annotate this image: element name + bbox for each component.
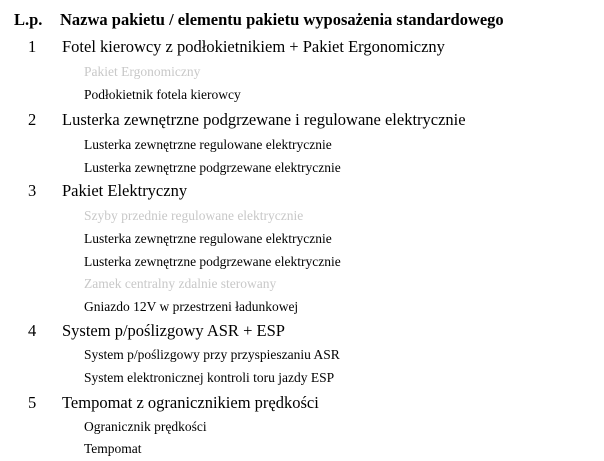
package-item: Lusterka zewnętrzne regulowane elektrycznie bbox=[84, 231, 332, 246]
header-lp: L.p. bbox=[14, 10, 43, 29]
package-item: Gniazdo 12V w przestrzeni ładunkowej bbox=[84, 299, 299, 314]
header-title: Nazwa pakietu / elementu pakietu wyposażenia standardowego bbox=[60, 10, 504, 29]
package-item: Podłokietnik fotela kierowcy bbox=[84, 87, 241, 102]
package-item: Pakiet Ergonomiczny bbox=[84, 64, 201, 79]
package-number: 5 bbox=[28, 393, 37, 412]
package-name: Fotel kierowcy z podłokietnikiem + Pakiet Ergonomiczny bbox=[62, 37, 445, 56]
package-item: Ogranicznik prędkości bbox=[84, 419, 207, 434]
package-number: 2 bbox=[28, 110, 37, 129]
package-item: Lusterka zewnętrzne podgrzewane elektrycznie bbox=[84, 254, 341, 269]
package-number: 4 bbox=[28, 321, 37, 340]
package-name: Pakiet Elektryczny bbox=[62, 181, 188, 200]
package-name: System p/poślizgowy ASR + ESP bbox=[62, 321, 285, 340]
package-item: Lusterka zewnętrzne podgrzewane elektrycznie bbox=[84, 160, 341, 175]
package-item: Szyby przednie regulowane elektrycznie bbox=[84, 208, 304, 223]
package-item: System elektronicznej kontroli toru jazdy ESP bbox=[84, 370, 335, 385]
package-number: 1 bbox=[28, 37, 37, 56]
package-item: System p/poślizgowy przy przyspieszaniu ASR bbox=[84, 347, 340, 362]
package-name: Lusterka zewnętrzne podgrzewane i regulowane elektrycznie bbox=[62, 110, 466, 129]
table-header bbox=[14, 10, 504, 30]
package-name: Tempomat z ogranicznikiem prędkości bbox=[62, 393, 319, 412]
package-item: Zamek centralny zdalnie sterowany bbox=[84, 276, 277, 291]
package-number: 3 bbox=[28, 181, 37, 200]
package-item: Lusterka zewnętrzne regulowane elektrycznie bbox=[84, 137, 332, 152]
package-item: Tempomat bbox=[84, 441, 142, 456]
